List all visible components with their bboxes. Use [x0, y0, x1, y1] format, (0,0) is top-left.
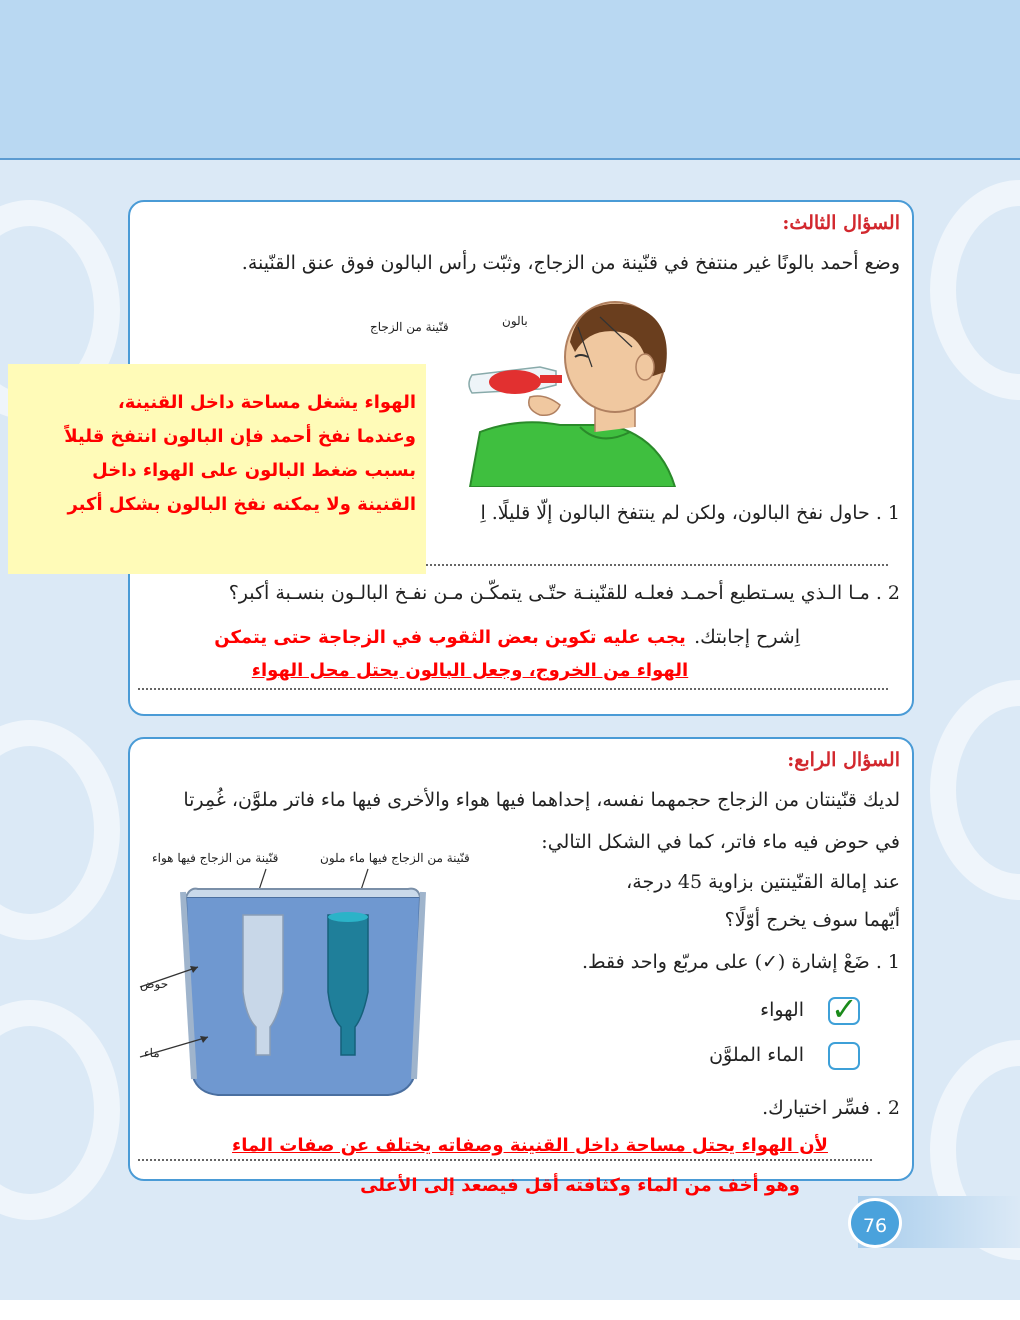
question-3-answer-line-2: الهواء من الخروج، وجعل البالون يحتل محل الهواء [251, 660, 689, 681]
answer-note [8, 364, 426, 574]
option-colored-water-label: الماء الملوَّن [709, 1044, 804, 1066]
question-4-title: السؤال الرابع: [787, 749, 900, 771]
question-3-intro: وضع أحمد بالونًا غير منتفخ في قنّينة من الزجاج، وثبّت رأس البالون فوق عنق القنّينة. [241, 252, 900, 274]
balloon-label: بالون [502, 314, 528, 328]
question-4-answer-line-1: لأن الهواء يحتل مساحة داخل القنينة وصفاته يختلف عن صفات الماء [232, 1135, 828, 1156]
option-air-label: الهواء [760, 999, 804, 1021]
question-4-answer-line-2: وهو أخف من الماء وكثافته أقل فيصعد إلى الأعلى [360, 1175, 800, 1196]
boy-blowing-balloon-illustration [460, 297, 690, 487]
answer-note-line-3: بسبب ضغط البالون على الهواء داخل [92, 460, 416, 481]
basin-illustration [138, 867, 428, 1107]
water-bottle-label: قنّينة من الزجاج فيها ماء ملون [320, 851, 470, 865]
page-number: 76 [848, 1198, 902, 1248]
question-4-item-2: 2 . فسِّر اختيارك. [762, 1097, 900, 1119]
question-3-title: السؤال الثالث: [782, 212, 900, 234]
answer-line [138, 1159, 872, 1161]
question-4-card [128, 737, 914, 1181]
question-3-item-2: 2 . مـا الـذي يسـتطيع أحمـد فعلـه للقنّينـة حتّـى يتمكّـن مـن نفـخ البالـون بنسـبة أكبر؟ [228, 582, 900, 604]
top-header-band [0, 0, 1020, 160]
bottom-margin [0, 1300, 1020, 1320]
answer-note-line-2: وعندما نفخ أحمد فإن البالون انتفخ قليلاً [64, 426, 416, 447]
question-4-line-1: لديك قنّينتان من الزجاج حجمهما نفسه، إحداهما فيها هواء والأخرى فيها ماء فاتر ملوَّن، غُمِرتا [183, 789, 900, 811]
bottle-label: قنّينة من الزجاج [370, 320, 449, 334]
water-label: ماء [144, 1046, 160, 1060]
question-3-answer-line-1: يجب عليه تكوين بعض الثقوب في الزجاجة حتى يتمكن [214, 627, 686, 648]
checkbox-air[interactable] [828, 990, 860, 1028]
answer-note-line-4: القنينة ولا يمكنه نفخ البالون بشكل أكبر [67, 494, 416, 515]
question-3-item-1: 1 . حاول نفخ البالون، ولكن لم ينتفخ البالون إلّا قليلًا. اِ [480, 502, 900, 524]
question-4-line-2: في حوض فيه ماء فاتر، كما في الشكل التالي: [541, 831, 900, 853]
answer-line [138, 688, 888, 690]
checkmark-icon: ✓ [831, 990, 858, 1028]
air-bottle-label: قنّينة من الزجاج فيها هواء [152, 851, 279, 865]
answer-note-line-1: الهواء يشغل مساحة داخل القنينة، [117, 392, 416, 413]
question-4-line-4: أيّهما سوف يخرج أوّلًا؟ [724, 909, 900, 931]
question-4-item-1: 1 . ضَعْ إشارة (✓) على مربّع واحد فقط. [581, 951, 900, 973]
question-3-explain-prompt: اِشرح إجابتك. [694, 626, 800, 648]
checkbox-colored-water[interactable] [828, 1042, 860, 1070]
basin-label: حوض [140, 977, 169, 991]
question-4-line-3: عند إمالة القنّينتين بزاوية 45 درجة، [626, 871, 900, 893]
